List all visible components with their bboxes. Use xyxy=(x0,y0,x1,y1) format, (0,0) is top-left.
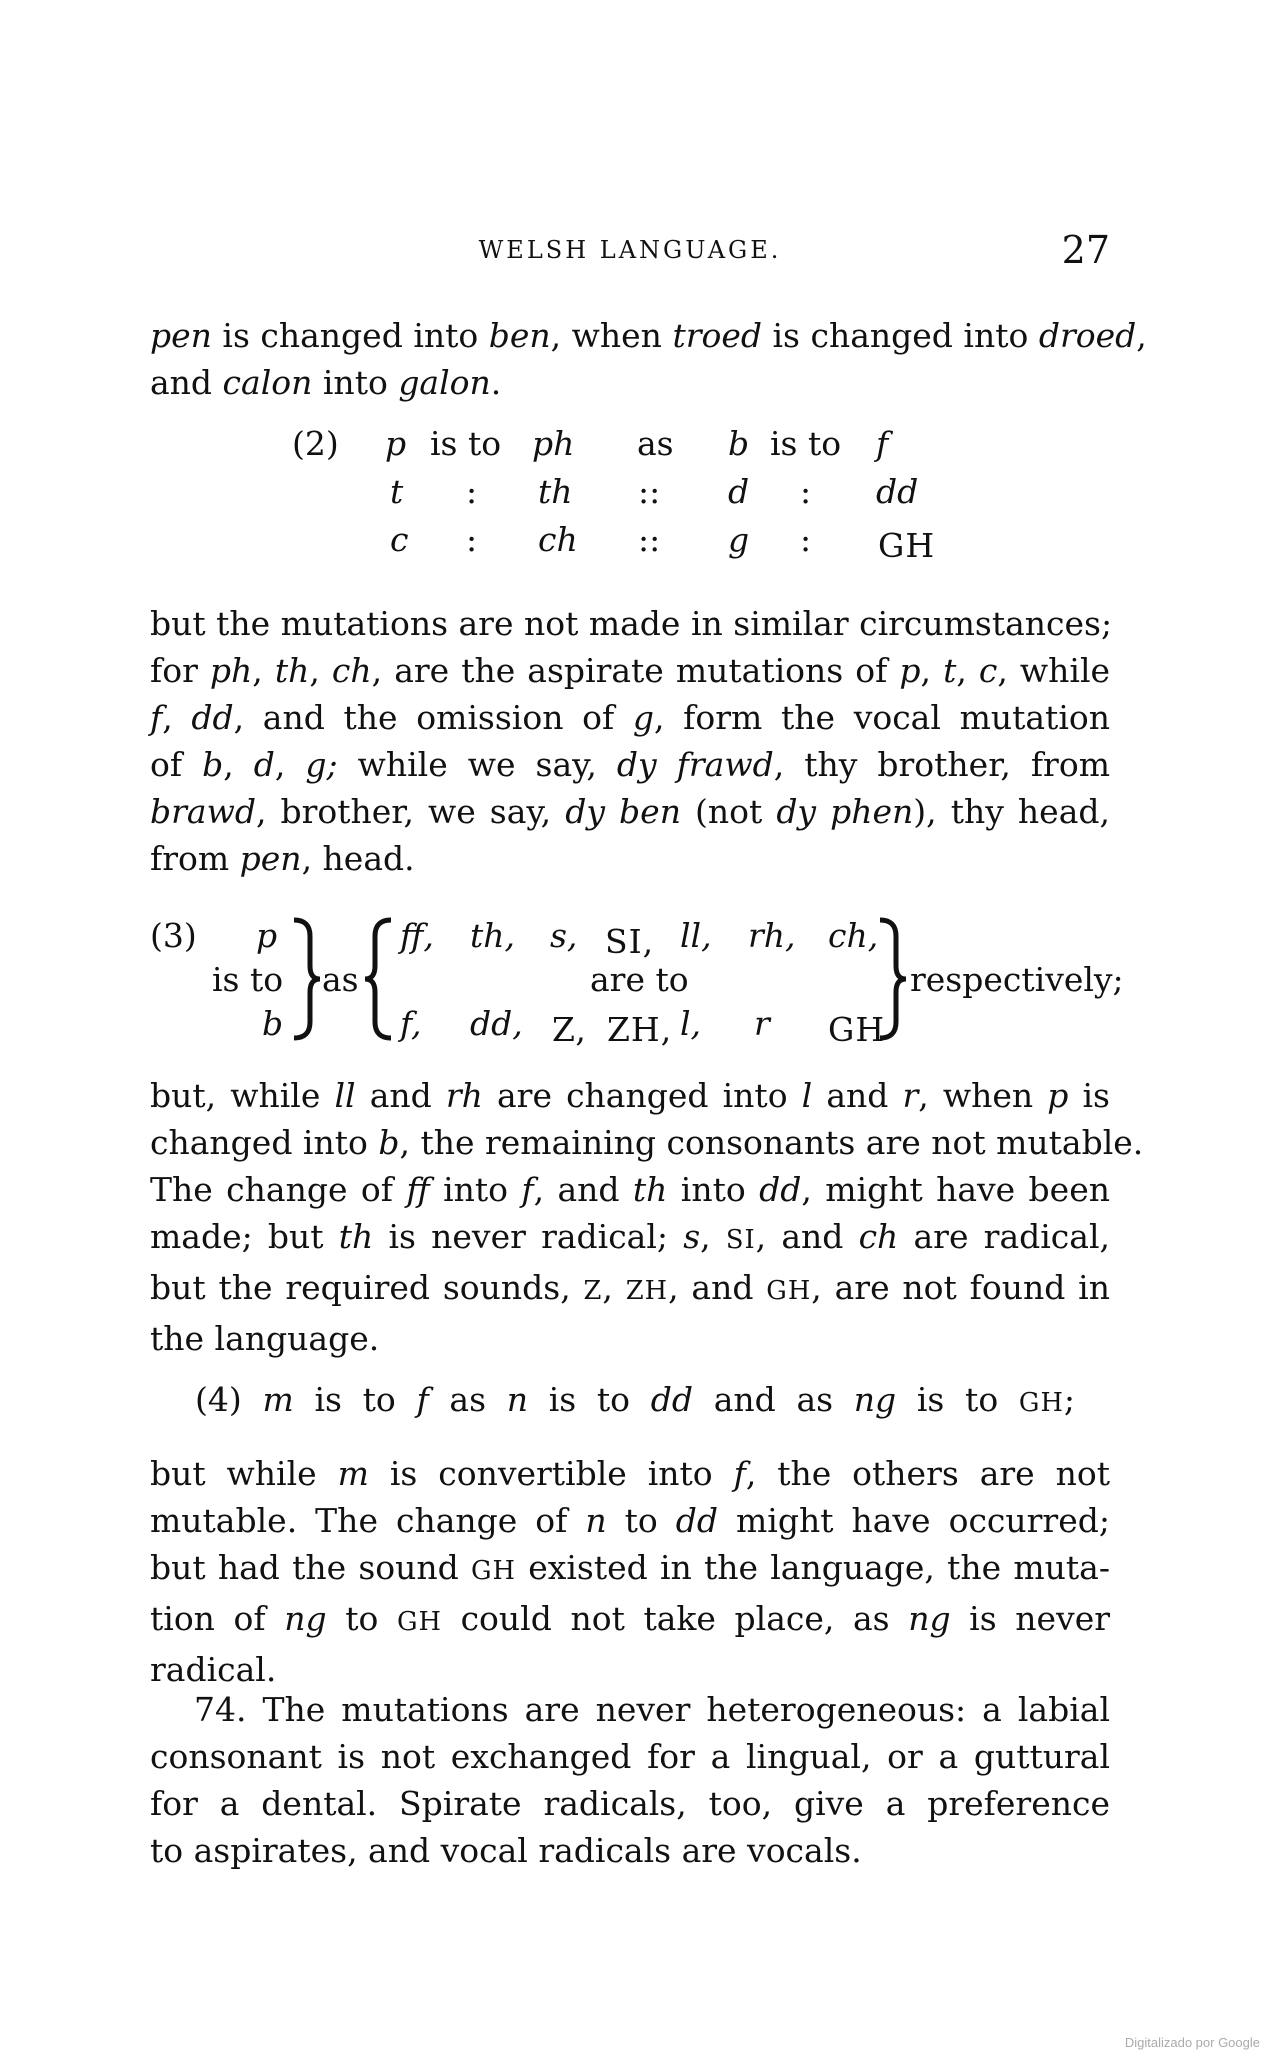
italic-word: s xyxy=(683,1217,701,1256)
table-cell: ph xyxy=(532,424,575,463)
text-run: , xyxy=(162,698,192,737)
table-cell: : xyxy=(800,520,812,559)
text-line: for a dental. Spirate radicals, too, give a preference xyxy=(150,1784,1110,1823)
text-run: could not take place, as xyxy=(441,1599,909,1638)
text-run: , are not found in xyxy=(811,1268,1110,1307)
text-line xyxy=(150,1213,1110,1264)
text-run: ; xyxy=(1063,1380,1076,1419)
text-run: for xyxy=(150,651,210,690)
text-line xyxy=(150,647,1110,694)
italic-word: p xyxy=(899,651,921,690)
right-brace-icon xyxy=(876,916,906,1042)
table-cell: f, xyxy=(400,1004,422,1043)
text-run: , the remaining consonants are not mutable. xyxy=(399,1123,1144,1162)
text-run: , and xyxy=(533,1170,633,1209)
text-run: , head. xyxy=(301,839,415,878)
table-cell: as xyxy=(322,960,359,999)
italic-word: f xyxy=(416,1380,429,1419)
page-number: 27 xyxy=(1061,228,1110,272)
paragraph-1 xyxy=(150,312,1147,406)
text-run: into xyxy=(312,363,399,402)
text-run: of xyxy=(150,745,203,784)
italic-word: m xyxy=(337,1454,369,1493)
italic-word: calon xyxy=(222,363,313,402)
table-cell: Z, xyxy=(552,1010,587,1049)
table-cell: dd, xyxy=(470,1004,523,1043)
italic-word: ng xyxy=(908,1599,951,1638)
italic-word: dy phen xyxy=(776,792,914,831)
text-line: 74. The mutations are never heterogeneous: a labial xyxy=(194,1690,1110,1729)
table-number: (3) xyxy=(150,916,197,955)
italic-word: m xyxy=(262,1380,294,1419)
italic-word: th xyxy=(632,1170,668,1209)
small-caps-word: GH xyxy=(396,1607,442,1637)
paragraph-74 xyxy=(150,1686,1110,1874)
table-cell: l, xyxy=(680,1004,702,1043)
text-run: mutable. The change of xyxy=(150,1501,586,1540)
table-cell: : xyxy=(800,472,812,511)
text-run: is changed into xyxy=(762,316,1039,355)
text-run: , form the vocal mutation xyxy=(654,698,1110,737)
text-line xyxy=(150,788,1110,835)
table-cell: p xyxy=(256,916,278,955)
text-run: is to xyxy=(293,1380,417,1419)
italic-word: dd xyxy=(759,1170,802,1209)
italic-word: droed xyxy=(1038,316,1137,355)
italic-word: ff xyxy=(406,1170,430,1209)
text-run: , and xyxy=(755,1217,859,1256)
table-cell: GH xyxy=(828,1010,886,1049)
paragraph-2 xyxy=(150,600,1113,882)
text-run: while we say, xyxy=(337,745,617,784)
text-run: existed in the language, the muta- xyxy=(516,1548,1110,1587)
table-cell: :: xyxy=(638,520,661,559)
text-run: is xyxy=(1068,1076,1110,1115)
italic-word: brawd xyxy=(150,792,256,831)
table-cell: t xyxy=(390,472,404,511)
italic-word: r xyxy=(902,1076,919,1115)
text-line xyxy=(150,359,1110,406)
text-run: , xyxy=(252,651,275,690)
digitization-credit: Digitalizado por Google xyxy=(1124,2035,1260,2050)
text-run: , xyxy=(309,651,332,690)
small-caps-word: Z xyxy=(583,1276,603,1306)
paragraph-5 xyxy=(150,1450,1110,1693)
text-run: is never xyxy=(950,1599,1111,1638)
text-line xyxy=(150,694,1110,741)
text-run: (4) xyxy=(195,1380,263,1419)
text-run: , xyxy=(602,1268,626,1307)
text-line xyxy=(150,1166,1110,1213)
text-run: , the others are not xyxy=(745,1454,1110,1493)
text-run: is to xyxy=(896,1380,1019,1419)
text-run: from xyxy=(150,839,240,878)
text-run: , xyxy=(223,745,254,784)
text-line xyxy=(150,1497,1110,1544)
italic-word: ng xyxy=(284,1599,327,1638)
text-run: . xyxy=(490,363,502,402)
italic-word: d xyxy=(253,745,275,784)
italic-word: dd xyxy=(650,1380,693,1419)
small-caps-word: SI xyxy=(725,1225,756,1255)
text-line xyxy=(150,312,1147,359)
text-run: is changed into xyxy=(211,316,489,355)
italic-word: f xyxy=(150,698,163,737)
text-run: , and xyxy=(668,1268,767,1307)
text-run: , xyxy=(700,1217,726,1256)
text-run: but had the sound xyxy=(150,1548,471,1587)
text-line: the language. xyxy=(150,1319,380,1358)
table-cell: ll, xyxy=(680,916,712,955)
table-cell: th, xyxy=(470,916,516,955)
text-run: (not xyxy=(680,792,777,831)
text-run: , brother, we say, xyxy=(255,792,566,831)
italic-word: ch xyxy=(858,1217,899,1256)
table-cell: ch xyxy=(538,520,578,559)
italic-word: rh xyxy=(445,1076,483,1115)
italic-word: c xyxy=(978,651,998,690)
table-cell: ch, xyxy=(828,916,879,955)
italic-word: ng xyxy=(853,1380,897,1419)
italic-word: ph xyxy=(209,651,253,690)
text-run: to xyxy=(606,1501,676,1540)
italic-word: dy ben xyxy=(565,792,681,831)
italic-word: n xyxy=(506,1380,528,1419)
text-line: consonant is not exchanged for a lingual, or a guttural xyxy=(150,1737,1110,1776)
small-caps-word: GH xyxy=(766,1276,812,1306)
italic-word: b xyxy=(202,745,224,784)
text-run: , thy brother, from xyxy=(773,745,1110,784)
text-run: , are the aspirate mutations of xyxy=(371,651,900,690)
table-cell: are to xyxy=(590,960,689,999)
text-line xyxy=(150,835,1110,882)
italic-word: f xyxy=(733,1454,746,1493)
left-brace-icon xyxy=(365,916,395,1042)
text-run: , xyxy=(274,745,306,784)
text-line: to aspirates, and vocal radicals are vocals. xyxy=(150,1831,862,1870)
table-cell: : xyxy=(466,520,478,559)
text-line xyxy=(150,1072,1110,1119)
table-cell: as xyxy=(637,424,674,463)
italic-word: ch xyxy=(331,651,372,690)
text-run: is convertible into xyxy=(368,1454,734,1493)
text-line: but the mutations are not made in similar circumstances; xyxy=(150,604,1113,643)
italic-word: dd xyxy=(191,698,234,737)
table-cell: g xyxy=(728,520,750,559)
text-run: and xyxy=(150,363,223,402)
right-brace-icon xyxy=(290,916,320,1042)
text-line xyxy=(195,1376,1075,1427)
text-run: are changed into xyxy=(482,1076,802,1115)
text-line: radical. xyxy=(150,1650,277,1689)
table-cell: is to xyxy=(770,424,842,463)
text-line xyxy=(150,1450,1110,1497)
text-run: is to xyxy=(528,1380,651,1419)
paragraph-3 xyxy=(150,1072,1144,1362)
table-cell: ff, xyxy=(400,916,434,955)
text-run: and xyxy=(812,1076,903,1115)
table-cell: f xyxy=(876,424,889,463)
text-run: might have occurred; xyxy=(718,1501,1110,1540)
italic-word: b xyxy=(378,1123,400,1162)
table-cell: b xyxy=(262,1004,284,1043)
text-run: changed into xyxy=(150,1123,379,1162)
page-header xyxy=(150,228,1110,278)
text-run: but, while xyxy=(150,1076,335,1115)
small-caps-word: ZH xyxy=(625,1276,669,1306)
text-run: into xyxy=(429,1170,522,1209)
italic-word: dy frawd xyxy=(616,745,774,784)
text-run: but the required sounds, xyxy=(150,1268,584,1307)
italic-word: th xyxy=(274,651,310,690)
text-run: and as xyxy=(692,1380,854,1419)
table-cell: r xyxy=(754,1004,770,1043)
text-run: made; but xyxy=(150,1217,339,1256)
text-line xyxy=(150,1544,1110,1595)
italic-word: pen xyxy=(239,839,302,878)
text-run: , when xyxy=(550,316,673,355)
text-run: and xyxy=(355,1076,446,1115)
small-caps-word: GH xyxy=(471,1556,516,1586)
text-line xyxy=(150,1264,1110,1315)
table-cell: c xyxy=(390,520,409,559)
running-head: WELSH LANGUAGE. xyxy=(478,236,782,264)
table-cell: rh, xyxy=(748,916,796,955)
text-run: tion of xyxy=(150,1599,285,1638)
table-cell: GH xyxy=(878,526,936,565)
italic-word: ben xyxy=(488,316,551,355)
table-cell: SI, xyxy=(605,922,655,961)
italic-word: p xyxy=(1047,1076,1069,1115)
italic-word: l xyxy=(801,1076,813,1115)
italic-word: f xyxy=(521,1170,534,1209)
italic-word: troed xyxy=(672,316,762,355)
text-run: , while xyxy=(997,651,1111,690)
table-cell: respectively; xyxy=(910,960,1124,999)
text-run: , might have been xyxy=(801,1170,1110,1209)
text-run: is never radical; xyxy=(373,1217,684,1256)
text-run: into xyxy=(667,1170,760,1209)
table-cell: p xyxy=(385,424,407,463)
text-line xyxy=(150,741,1110,788)
text-line xyxy=(150,1595,1110,1646)
italic-word: g; xyxy=(305,745,338,784)
text-run: , xyxy=(920,651,944,690)
table-cell: is to xyxy=(212,960,284,999)
table-cell: d xyxy=(728,472,750,511)
paragraph-4 xyxy=(195,1376,1075,1427)
italic-word: th xyxy=(338,1217,374,1256)
text-run: , and the omission of xyxy=(233,698,633,737)
italic-word: galon xyxy=(398,363,491,402)
table-cell: is to xyxy=(430,424,502,463)
italic-word: t xyxy=(943,651,957,690)
table-cell: b xyxy=(728,424,750,463)
text-run: but while xyxy=(150,1454,338,1493)
italic-word: ll xyxy=(334,1076,356,1115)
table-number: (2) xyxy=(292,424,339,463)
table-cell: ZH, xyxy=(607,1010,673,1049)
table-cell: th xyxy=(538,472,573,511)
text-run: , xyxy=(1136,316,1147,355)
text-run: , xyxy=(956,651,979,690)
italic-word: g xyxy=(632,698,655,737)
small-caps-word: GH xyxy=(1018,1388,1064,1418)
table-cell: : xyxy=(466,472,478,511)
table-cell: :: xyxy=(638,472,661,511)
italic-word: dd xyxy=(675,1501,718,1540)
table-cell: dd xyxy=(876,472,919,511)
table-cell: s, xyxy=(550,916,578,955)
text-run: The change of xyxy=(150,1170,407,1209)
text-run: ), thy head, xyxy=(913,792,1110,831)
text-run: , when xyxy=(918,1076,1048,1115)
italic-word: n xyxy=(585,1501,607,1540)
text-run: to xyxy=(326,1599,397,1638)
text-run: are radical, xyxy=(898,1217,1110,1256)
italic-word: pen xyxy=(150,316,212,355)
text-run: as xyxy=(428,1380,507,1419)
text-line xyxy=(150,1119,1144,1166)
